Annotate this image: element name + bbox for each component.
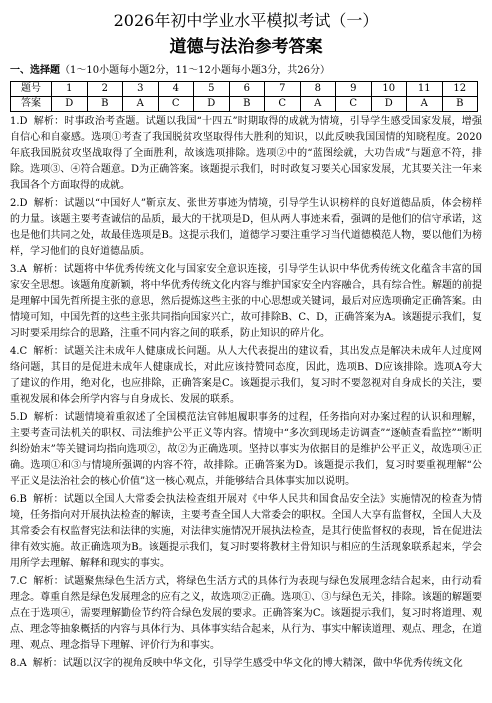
answer-table	[10, 81, 478, 112]
explanation-number: 4.C	[10, 346, 28, 357]
explanation-number: 5.D	[10, 412, 28, 423]
explanation-text: 解析：试题关注未成年人健康成长问题。从人大代表提出的建议看，其出发点是解决未成年人过度网络问题，其目的是促进未成年人健康成长，对此应该持赞同态度，因此，选项B、D应该排除。选项A夸大了建议的作用，绝对化，也应排除，正确答案是C。该题提示我们，复习时不要忽视对自身成长的关注，要重视发展和体会所学内容与自身成长、发展的联系。	[10, 346, 482, 405]
explanation-text: 解析：试题以“中国好人”靳京友、张世芳事迹为情境，引导学生认识榜样的良好道德品质，体会榜样的力量。该题主要考查诚信的品质，最大的干扰项是D，但从两人事迹来看，强调的是他们的信守承诺，这也是他们共同之处，故最佳选项是B。这提示我们，道德学习要注重学习当代道德模范人物，要以他们为榜样，学习他们的良好道德品质。	[10, 198, 482, 257]
question-number-cell: 7	[265, 82, 301, 97]
explanation-number: 8.A	[10, 658, 27, 669]
section-heading-label: 一、选择题	[10, 65, 60, 76]
explanation-text: 解析：试题将中华优秀传统文化与国家安全意识连接，引导学生认识中华优秀传统文化蕴含丰富的国家安全思想。该题角度新颖，将中华优秀传统文化内容与维护国家安全内容融合，具有综合性。解题的前提是理解中国先哲所提主张的意思，然后提炼这些主张的中心思想或关键词，最后对应选项确定正确答案。由情境可知，中国先哲的这些主张共同指向国家兴亡，故可排除B、C、D，正确答案为A。该题提示我们，复习时要采用综合的思路，注重不同内容之间的联系，防止知识的碎片化。	[10, 264, 482, 339]
answer-table-row-answers	[11, 97, 478, 112]
question-number-cell: 8	[300, 82, 336, 97]
answer-table-row-numbers	[11, 82, 478, 97]
explanation-4	[10, 344, 482, 408]
explanation-number: 2.D	[10, 198, 28, 209]
answer-cell: D	[52, 97, 88, 112]
explanation-text: 解析：试题情境着重叙述了全国模范法官韩旭履职事务的过程，任务指向对办案过程的认识和理解，主要考查司法机关的职权、司法维护公平正义等内容。情境中“多次到现场走访调查”“逐帧查看监控”“断明纠纷始末”等关键词均指向选项②，故②为正确选项。坚持以事实为依据目的是维护公平正义，故选项④正确。选项①和③与情境所强调的内容不符，故排除。正确答案为D。该题提示我们，复习时要重视理解“公平正义是法治社会的核心价值”这一核心观点，并能够结合具体事实加以说明。	[10, 412, 482, 487]
explanation-text: 解析：试题聚焦绿色生活方式，将绿色生活方式的具体行为表现与绿色发展理念结合起来，由行动看理念。尊重自然是绿色发展理念的应有之义，故选项②正确。选项①、③与绿色无关，排除。该题的解题要点在于选项④，需要理解勤俭节约符合绿色发展的要求。正确答案为C。该题提示我们，复习时将道理、观点、理念等抽象概括的内容与具体行为、具体事实结合起来，从行为、事实中解读道理、观点、理念，在道理、观点、理念指导下理解、评价行为和事实。	[10, 576, 482, 651]
question-number-cell: 1	[52, 82, 88, 97]
answer-cell: A	[300, 97, 336, 112]
explanation-5	[10, 410, 482, 490]
answer-cell: A	[407, 97, 443, 112]
answer-cell: C	[158, 97, 194, 112]
answer-table-header-answer: 答案	[11, 97, 52, 112]
exam-title: 2026年初中学业水平模拟考试（一）	[113, 11, 379, 30]
answer-cell: D	[194, 97, 230, 112]
explanation-text: 解析：试题以汉字的视角反映中华文化，引导学生感受中华文化的博大精深，做中华优秀传统文化	[32, 658, 463, 669]
answer-key-title: 道德与法治参考答案	[169, 37, 323, 57]
explanation-number: 6.B	[10, 494, 27, 505]
explanation-2	[10, 196, 482, 260]
explanation-6	[10, 492, 482, 572]
question-number-cell: 12	[442, 82, 478, 97]
question-number-cell: 2	[87, 82, 123, 97]
question-number-cell: 4	[158, 82, 194, 97]
explanation-7	[10, 574, 482, 654]
question-number-cell: 10	[371, 82, 407, 97]
question-number-cell: 6	[229, 82, 265, 97]
answer-cell: B	[229, 97, 265, 112]
explanation-8	[10, 656, 482, 672]
question-number-cell: 11	[407, 82, 443, 97]
question-number-cell: 9	[336, 82, 372, 97]
section-heading-note: （1～10小题每小题2分，11～12小题每小题3分，共26分）	[60, 65, 330, 76]
answer-cell: B	[87, 97, 123, 112]
answer-cell: D	[371, 97, 407, 112]
answer-table-header-number: 题号	[11, 82, 52, 97]
explanation-text: 解析：试题以全国人大常委会执法检查组开展对《中华人民共和国食品安全法》实施情况的检查为情境，任务指向对开展执法检查的解读，主要考查全国人大常委会的职权。全国人大享有监督权，全国人大及其常委会有权监督宪法和法律的实施，对法律实施情况开展执法检查，是其行使监督权的表现，旨在促进法律有效实施。故正确选项为B。该题提示我们，复习时要将教材主骨知识与相应的生活现象联系起来，学会用所学去理解、解释和现实的事实。	[10, 494, 482, 569]
section-heading	[10, 64, 482, 78]
question-number-cell: 3	[123, 82, 159, 97]
explanation-1	[10, 114, 482, 194]
answer-cell: A	[123, 97, 159, 112]
answer-cell: C	[336, 97, 372, 112]
explanation-3	[10, 262, 482, 342]
explanation-number: 7.C	[10, 576, 28, 587]
explanation-number: 1.D	[10, 116, 28, 127]
answer-cell: B	[442, 97, 478, 112]
explanation-text: 解析：时事政治考查题。试题以我国“十四五”时期取得的成就为情境，引导学生感受国家发展，增强自信心和自豪感。选项①考查了我国脱贫攻坚取得伟大胜利的知识，以此反映我国国情的知晓程度。2020年底我国脱贫攻坚战取得了全面胜利，故该选项排除。选项②中的“蓝图绘就，大功告成”与题意不符，排除。选项③、④符合题意。D为正确答案。该题提示我们，时时政复习要关心国家发展，尤其要关注一年来我国各个方面取得的成就。	[10, 116, 482, 191]
question-number-cell: 5	[194, 82, 230, 97]
explanation-number: 3.A	[10, 264, 27, 275]
answer-cell: C	[265, 97, 301, 112]
